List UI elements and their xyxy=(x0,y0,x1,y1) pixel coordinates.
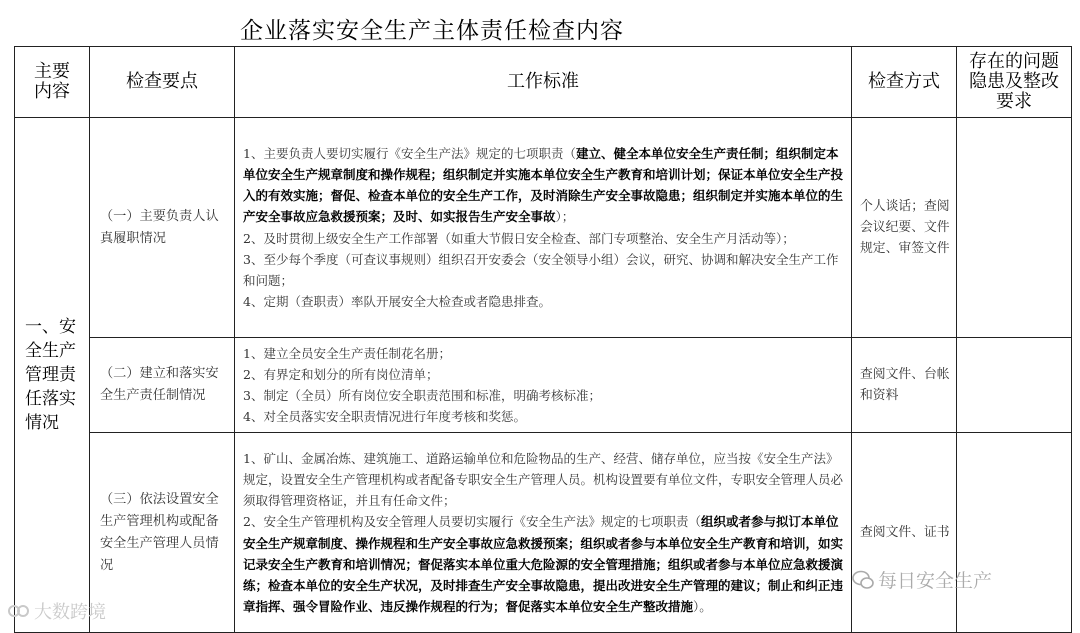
header-check-point: 检查要点 xyxy=(90,47,235,118)
watermark-right xyxy=(852,566,992,593)
check-method-cell: 查阅文件、证书 xyxy=(852,433,957,633)
table-row xyxy=(15,433,1072,633)
table-row xyxy=(15,118,1072,338)
standard-cell xyxy=(235,118,852,338)
standard-item: 3、至少每个季度（可查议事规则）组织召开安委会（安全领导小组）会议，研究、协调和解决安全生产工作和问题； xyxy=(243,251,839,288)
header-work-standard: 工作标准 xyxy=(235,47,852,118)
page-title: 企业落实安全生产主体责任检查内容 xyxy=(240,18,624,44)
inspection-table xyxy=(14,46,1072,633)
issues-cell xyxy=(957,433,1072,633)
header-issues: 存在的问题隐患及整改要求 xyxy=(957,47,1072,118)
brand-logo-icon xyxy=(8,602,30,620)
standard-item: 2、安全生产管理机构及安全管理人员要切实履行《安全生产法》规定的七项职责（组织或者参与拟订本单位安全生产规章制度、操作规程和生产安全事故应急救援预案；组织或者参与本单位安全生产教育和培训，如实记录安全生产教育和培训情况；督促落实本单位重大危险源的安全管理措施；组织或者参与本单位应急救援演练；检查本单位的安全生产状况，及时排查生产安全事故隐患，提出改进安全生产管理的建议；制止和纠正违章指挥、强令冒险作业、违反操作规程的行为；督促落实本单位安全生产整改措施）。 xyxy=(243,514,844,615)
standard-cell xyxy=(235,338,852,433)
standard-item: 1、主要负责人要切实履行《安全生产法》规定的七项职责（建立、健全本单位安全生产责任制；组织制定本单位安全生产规章制度和操作规程；组织制定并实施本单位安全生产教育和培训计划；保证本单位安全生产投入的有效实施；督促、检查本单位的安全生产工作，及时消除生产安全事故隐患；组织制定并实施本单位的生产安全事故应急救援预案；及时、如实报告生产安全事故）； xyxy=(243,145,844,225)
wechat-icon xyxy=(852,570,874,590)
header-check-method: 检查方式 xyxy=(852,47,957,118)
standard-cell xyxy=(235,433,852,633)
check-point-cell: （二）建立和落实安全生产责任制情况 xyxy=(90,338,235,433)
standard-item: 1、建立全员安全生产责任制花名册； xyxy=(243,345,451,361)
watermark-left xyxy=(8,598,106,624)
header-row xyxy=(15,47,1072,118)
issues-cell xyxy=(957,338,1072,433)
standard-item: 1、矿山、金属冶炼、建筑施工、道路运输单位和危险物品的生产、经营、储存单位，应当按《安全生产法》规定，设置安全生产管理机构或者配备专职安全生产管理人员。机构设置要有单位文件，专职安全管理人员必须取得管理资格证，并且有任命文件； xyxy=(243,450,844,509)
check-method-cell: 查阅文件、台帐和资料 xyxy=(852,338,957,433)
header-main-content: 主要内容 xyxy=(15,47,90,118)
standard-item: 3、制定（全员）所有岗位安全职责范围和标准，明确考核标准； xyxy=(243,388,601,403)
watermark-left-text: 大数跨境 xyxy=(34,602,106,623)
check-point-cell: （三）依法设置安全生产管理机构或配备安全生产管理人员情况 xyxy=(90,433,235,633)
check-point-cell: （一）主要负责人认真履职情况 xyxy=(90,118,235,338)
standard-item: 4、对全员落实安全职责情况进行年度考核和奖惩。 xyxy=(243,409,526,425)
standard-item: 2、及时贯彻上级安全生产工作部署（如重大节假日安全检查、部门专项整治、安全生产月活动等）； xyxy=(243,230,795,246)
issues-cell xyxy=(957,118,1072,338)
category-cell: 一、安全生产管理责任落实情况 xyxy=(15,118,90,633)
standard-item: 4、定期（查职责）率队开展安全大检查或者隐患排查。 xyxy=(243,294,551,310)
watermark-right-text: 每日安全生产 xyxy=(878,570,993,592)
table-row xyxy=(15,338,1072,433)
check-method-cell: 个人谈话；查阅会议纪要、文件规定、审签文件 xyxy=(852,118,957,338)
standard-item: 2、有界定和划分的所有岗位清单； xyxy=(243,366,439,382)
